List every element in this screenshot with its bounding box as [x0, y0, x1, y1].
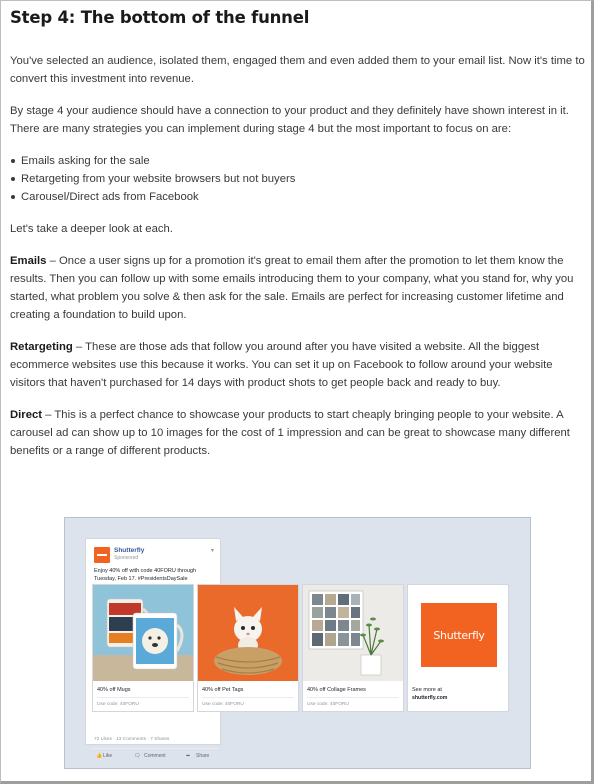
- ad-brand-name: Shutterfly: [114, 547, 145, 554]
- social-counts: 72 Likes · 13 Comments · 7 Shares: [94, 737, 170, 742]
- retargeting-paragraph: [10, 338, 588, 392]
- tile-caption: 40% off Collage Frames: [307, 687, 366, 693]
- chevron-down-icon: ▾: [210, 548, 214, 554]
- comment-button: Comment: [144, 753, 166, 759]
- tile-code: Use code: 40FORU: [307, 702, 349, 707]
- sponsored-label: Sponsored: [114, 555, 139, 561]
- like-icon: 👍: [96, 753, 103, 759]
- article-body: [10, 7, 588, 474]
- emails-label: Emails: [10, 255, 47, 267]
- retargeting-label: Retargeting: [10, 341, 73, 353]
- list-item: Emails asking for the sale: [10, 152, 588, 170]
- pet-image: [198, 585, 298, 681]
- shutterfly-logo: [421, 603, 497, 667]
- direct-text: – This is a perfect chance to showcase your products to start cheaply bringing people to your website. A carousel ad can show up to 10 images for the cost of 1 impression and can be great to showcase many different benefits or a range of different products.: [10, 409, 570, 457]
- carousel-tile-collage-frames: [302, 584, 404, 712]
- share-button: Share: [196, 753, 210, 759]
- retargeting-text: – These are those ads that follow you around after you have visited a website. All the biggest ecommerce websites use this because it works. You can set it up on Facebook to follow around your website visitors that haven't purchased for 14 days with product shots to get people back and ready to buy.: [10, 341, 553, 389]
- carousel-ad-screenshot: [64, 517, 531, 769]
- direct-paragraph: [10, 406, 588, 460]
- list-item: Carousel/Direct ads from Facebook: [10, 188, 588, 206]
- carousel-tile-pet-tags: [197, 584, 299, 712]
- tile-code: Use code: 40FORU: [97, 702, 139, 707]
- tile-caption: See more at: [412, 687, 442, 693]
- tile-code: Use code: 40FORU: [202, 702, 244, 707]
- comment-icon: 🗨: [134, 753, 141, 759]
- direct-label: Direct: [10, 409, 43, 421]
- shutterfly-logo-icon: [94, 547, 110, 563]
- intro-paragraph: You've selected an audience, isolated them, engaged them and even added them to your email list. Now it's time to convert this investment into revenue.: [10, 55, 585, 85]
- frames-image: [303, 585, 403, 681]
- carousel-tile-see-more: [407, 584, 509, 712]
- ad-copy: Enjoy 40% off with code 40FORU through Tuesday, Feb 17. #PresidentsDaySale: [94, 568, 197, 582]
- see-more-image: [408, 585, 508, 681]
- emails-paragraph: [10, 252, 588, 324]
- section-heading: Step 4: The bottom of the funnel: [10, 8, 310, 27]
- tile-caption: 40% off Pet Tags: [202, 687, 244, 693]
- list-item: Retargeting from your website browsers but not buyers: [10, 170, 588, 188]
- tile-link: shutterfly.com: [412, 695, 448, 701]
- tile-caption: 40% off Mugs: [97, 687, 131, 693]
- emails-text: – Once a user signs up for a promotion it's great to email them after the promotion to let them know the results. Then you can follow up with some emails introducing them to your company, what you stand for, why you started, what problem you solve & then ask for the sale. Emails are perfect for increasing customer lifetime and creating a foundation to build upon.: [10, 255, 574, 321]
- carousel-tile-mugs: [92, 584, 194, 712]
- share-icon: ➦: [186, 753, 191, 759]
- like-button: Like: [103, 753, 113, 759]
- stage-paragraph: By stage 4 your audience should have a connection to your product and they definitely have shown interest in it. There are many strategies you can implement during stage 4 but the most important to focus on are:: [10, 105, 569, 135]
- mugs-image: [93, 585, 193, 681]
- transition-paragraph: Let's take a deeper look at each.: [10, 223, 173, 235]
- strategy-list: [10, 152, 588, 206]
- logo-text: Shutterfly: [433, 628, 485, 642]
